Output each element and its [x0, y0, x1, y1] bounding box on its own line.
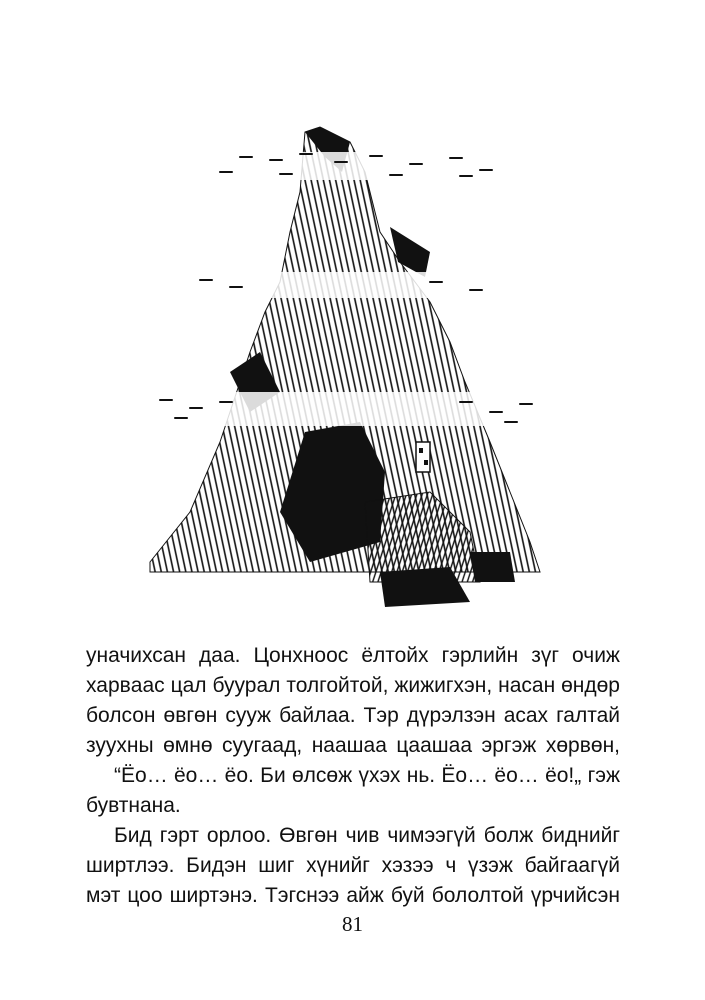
text-line: бувтнана.: [86, 794, 181, 817]
text-line: “Ёо… ёо… ёо. Би өлсөж үхэх нь. Ёо… ёо… ёо!„ гэж: [114, 764, 620, 787]
text-line: болсон өвгөн сууж байлаа. Тэр дүрэлзэн асах галтай: [86, 704, 620, 727]
text-line: харвaac цал буурал толгойтой, жижигхэн, насан өндөр: [86, 674, 620, 697]
text-line: мэт цоо ширтэнэ. Тэгснээ айж буй бололтой үрчийсэн: [86, 884, 620, 907]
body-text: [86, 641, 620, 911]
text-line: ширтлээ. Бидэн шиг хүнийг хэзээ ч үзэж байгаагүй: [86, 854, 620, 877]
text-line: уначихсан даа. Цонхноос ёлтойх гэрлийн зүг очиж: [86, 644, 620, 667]
text-line: зуухны өмнө суугаад, наашаа цаашаа эргэж хөрвөн,: [86, 734, 620, 757]
text-line: Бид гэрт орлоо. Өвгөн чив чимээгүй болж биднийг: [114, 824, 620, 847]
mountain-illustration: [130, 112, 560, 622]
page-number: 81: [342, 912, 363, 936]
